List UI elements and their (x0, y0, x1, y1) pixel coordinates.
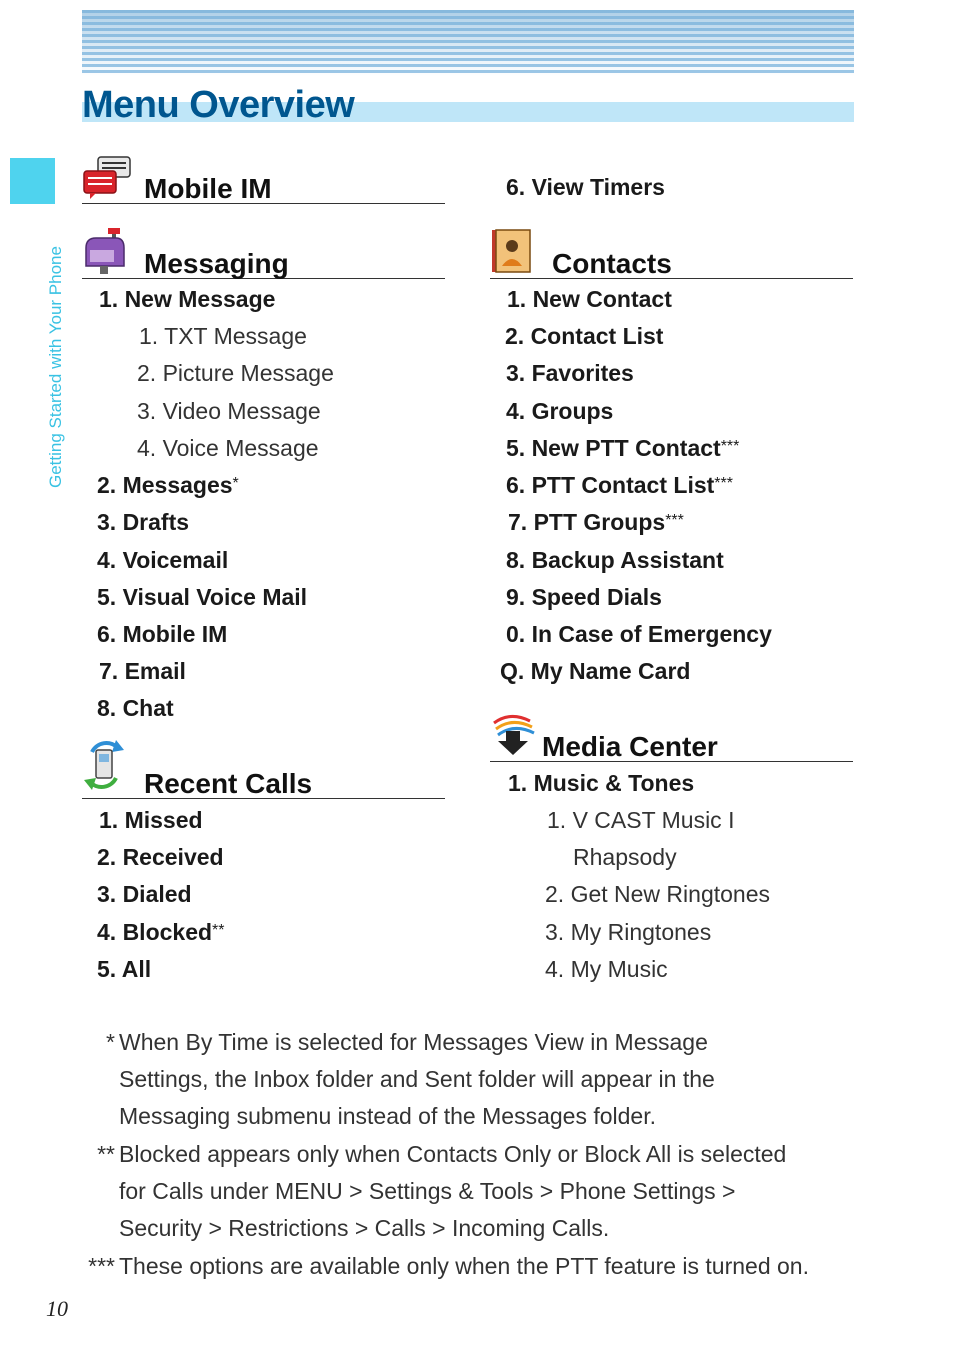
section-recent-calls (82, 750, 445, 799)
phone-arrows-icon (82, 734, 126, 801)
section-mobile-im (82, 155, 445, 204)
side-tab (10, 158, 55, 204)
submenu-item: 3. My Ringtones (545, 919, 712, 945)
submenu-item: 2. Picture Message (137, 360, 334, 386)
side-label: Getting Started with Your Phone (46, 246, 65, 488)
submenu-item: Rhapsody (573, 844, 677, 870)
footnote-mark: * (232, 475, 239, 492)
footnote-line: These options are available only when the PTT feature is turned on. (119, 1253, 809, 1279)
section-title: Messaging (144, 248, 289, 279)
footnote-line: Security > Restrictions > Calls > Incoming Calls. (119, 1215, 610, 1241)
footnote-line: Blocked appears only when Contacts Only or Block All is selected (119, 1141, 787, 1167)
footnote-mark: ** (212, 922, 225, 939)
menu-item: 9. Speed Dials (506, 584, 662, 610)
page-number: 10 (46, 1296, 68, 1321)
menu-item: 4. Voicemail (97, 547, 229, 573)
footnote (97, 1136, 859, 1247)
menu-item: 1. Music & Tones (508, 770, 695, 796)
section-title: Contacts (552, 248, 672, 279)
footnote-mark: * (106, 1029, 115, 1055)
menu-item: 0. In Case of Emergency (506, 621, 772, 647)
menu-item: 3. Favorites (506, 360, 634, 386)
header-band (82, 10, 854, 76)
submenu-item: 1. TXT Message (139, 323, 307, 349)
menu-item: 3. Drafts (97, 509, 190, 535)
menu-item: 5. Visual Voice Mail (97, 584, 308, 610)
submenu-item: 3. Video Message (137, 398, 321, 424)
menu-item: 6. PTT Contact List*** (506, 472, 733, 498)
footnote-line: for Calls under MENU > Settings & Tools > Phone Settings > (119, 1178, 736, 1204)
footnote-mark: *** (720, 438, 740, 455)
menu-item: 3. Dialed (97, 881, 192, 907)
page-title: Menu Overview (82, 84, 355, 126)
menu-item: 8. Backup Assistant (506, 547, 724, 573)
address-book-icon (490, 228, 534, 281)
section-contacts (490, 230, 853, 279)
section-messaging (82, 230, 445, 279)
menu-item: 6. Mobile IM (97, 621, 228, 647)
menu-item: 6. View Timers (506, 174, 665, 200)
submenu-item: 4. My Music (545, 956, 668, 982)
menu-item: 2. Received (97, 844, 224, 870)
footnote-line: Messaging submenu instead of the Messages folder. (119, 1103, 656, 1129)
footnote-line: Settings, the Inbox folder and Sent folder will appear in the (119, 1066, 715, 1092)
download-arrow-icon (490, 713, 536, 764)
menu-item: 1. New Message (99, 286, 276, 312)
menu-item: 1. Missed (99, 807, 203, 833)
menu-item: 5. All (97, 956, 152, 982)
menu-item: 2. Messages* (97, 472, 239, 498)
section-title: Mobile IM (144, 173, 272, 204)
footnote-line: When By Time is selected for Messages View in Message (119, 1029, 708, 1055)
menu-item: 5. New PTT Contact*** (506, 435, 740, 461)
menu-item: 4. Blocked** (97, 919, 225, 945)
footnote (106, 1024, 859, 1135)
section-title: Recent Calls (144, 768, 313, 799)
footnote-mark: *** (665, 512, 684, 529)
section-title: Media Center (542, 731, 718, 762)
submenu-item: 4. Voice Message (137, 435, 319, 461)
menu-item: Q. My Name Card (500, 658, 691, 684)
footnote-mark: *** (714, 475, 733, 492)
submenu-item: 1. V CAST Music I (547, 807, 735, 833)
menu-item: 2. Contact List (505, 323, 664, 349)
mailbox-icon (82, 226, 128, 281)
menu-item: 1. New Contact (507, 286, 672, 312)
footnote (88, 1248, 859, 1285)
footnote-mark: ** (97, 1141, 115, 1167)
menu-item: 8. Chat (97, 695, 174, 721)
menu-item: 4. Groups (506, 398, 614, 424)
section-media-center (490, 713, 853, 762)
chat-bubbles-icon (82, 155, 134, 206)
footnote-mark: *** (88, 1253, 115, 1279)
menu-item: 7. PTT Groups*** (508, 509, 684, 535)
submenu-item: 2. Get New Ringtones (545, 881, 771, 907)
menu-item: 7. Email (99, 658, 186, 684)
